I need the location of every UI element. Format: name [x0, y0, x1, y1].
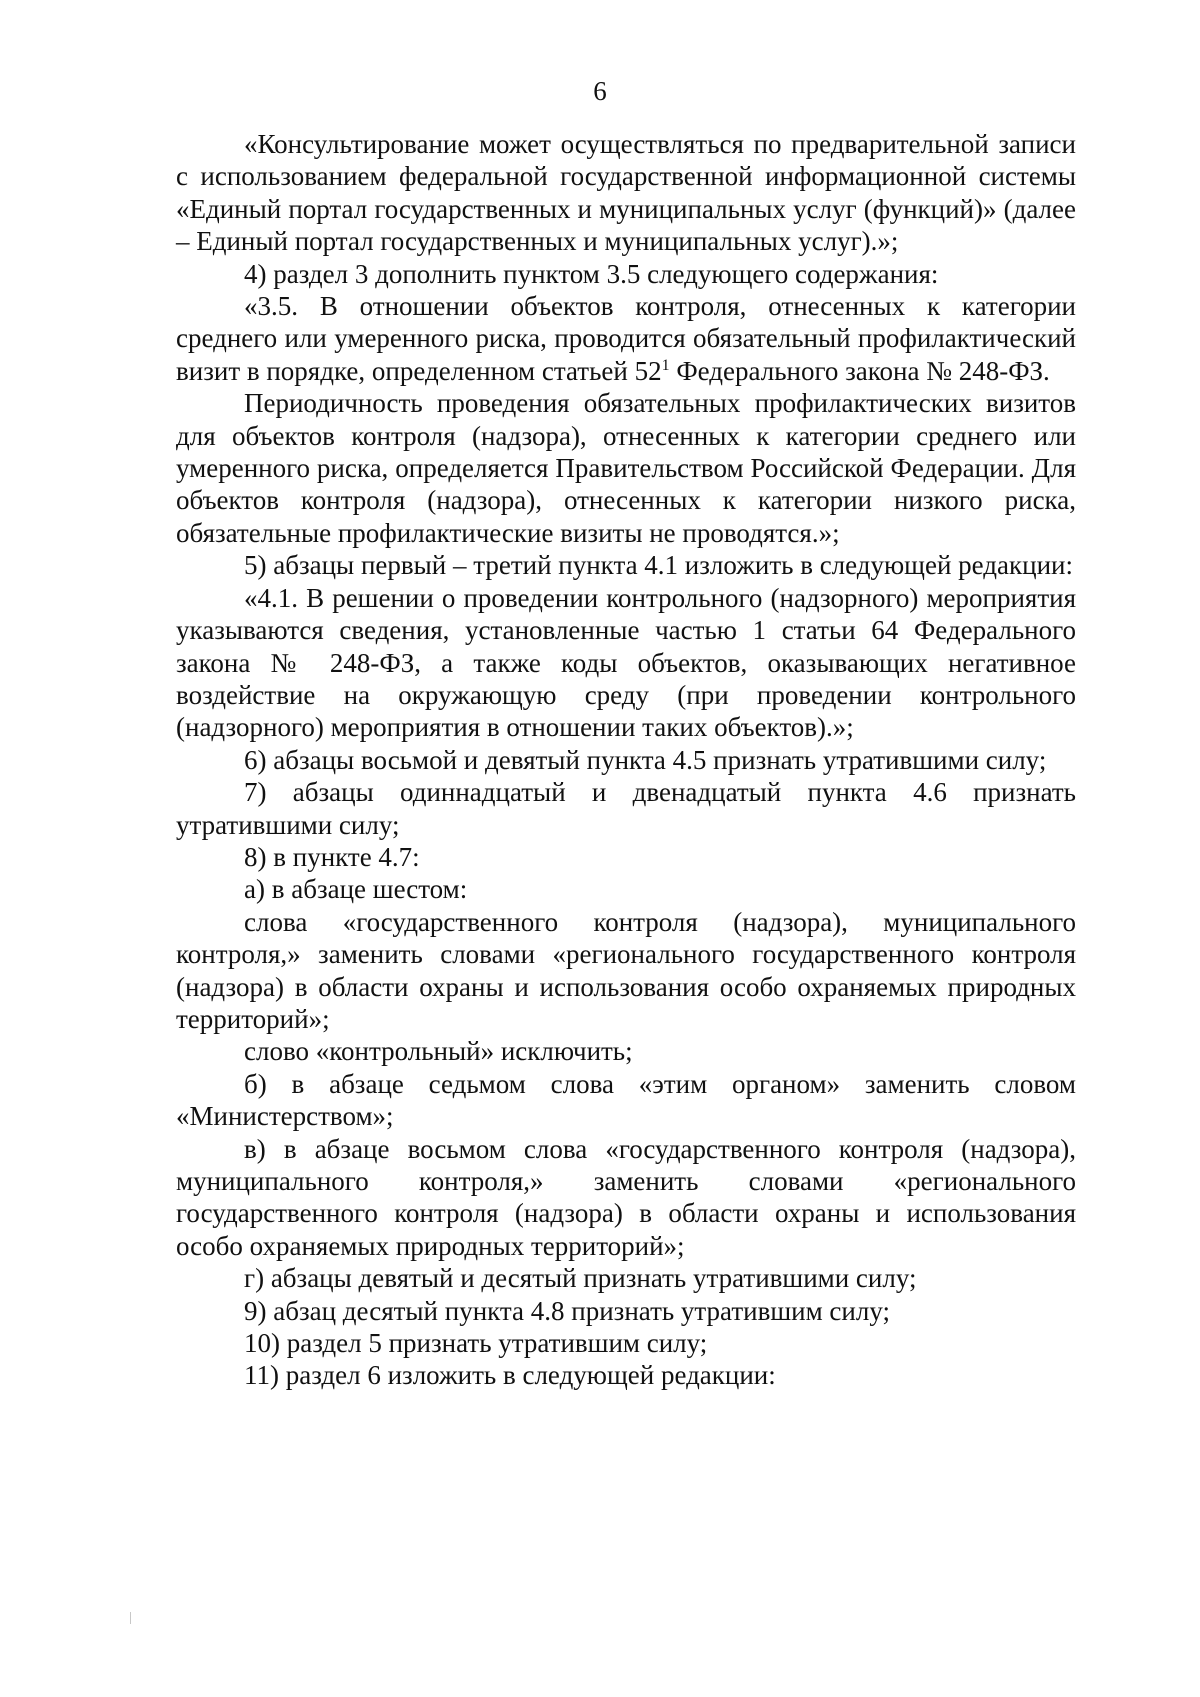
- document-body: [176, 128, 1076, 1392]
- paragraph-item-8-a: а) в абзаце шестом:: [244, 874, 468, 905]
- paragraph-item-4-1: «4.1. В решении о проведении контрольного (надзорного) мероприятия указываются сведения, установленные частью 1 статьи 64 Федерального закона № 248-ФЗ, а также коды объектов, оказывающих негативное воздействие на окружающую среду (при проведении контрольного (надзорного) мероприятия в отношении таких объектов).»;: [176, 582, 1076, 743]
- paragraph-item-6: 6) абзацы восьмой и девятый пункта 4.5 признать утратившими силу;: [244, 744, 1047, 775]
- paragraph-item-8-v: в) в абзаце восьмом слова «государственного контроля (надзора), муниципального контроля,» заменить словами «регионального государственного контроля (надзора) в области охраны и использования особо охраняемых природных территорий»;: [176, 1133, 1076, 1261]
- paragraph-item-3-5: [176, 290, 1076, 387]
- page-number: 6: [593, 76, 607, 106]
- paragraph-word-exclude: слово «контрольный» исключить;: [244, 1036, 633, 1067]
- paragraph-item-4: 4) раздел 3 дополнить пунктом 3.5 следующего содержания:: [244, 258, 939, 289]
- paragraph-item-3-5-tail: Федерального закона № 248-ФЗ.: [669, 355, 1050, 386]
- paragraph-words-replace: слова «государственного контроля (надзора), муниципального контроля,» заменить словами «регионального государственного контроля (надзора) в области охраны и использования особо охраняемых природных территорий»;: [176, 906, 1076, 1034]
- paragraph-periodicity: Периодичность проведения обязательных профилактических визитов для объектов контроля (надзора), отнесенных к категории среднего или умеренного риска, определяется Правительством Российской Федерации. Для объектов контроля (надзора), отнесенных к категории низкого риска, обязательные профилактические визиты не проводятся.»;: [176, 388, 1076, 548]
- paragraph-item-7: 7) абзацы одиннадцатый и двенадцатый пункта 4.6 признать утратившими силу;: [176, 777, 1076, 840]
- paragraph-item-3-5-text: «3.5. В отношении объектов контроля, отнесенных к категории среднего или умеренного риска, проводится обязательный профилактический визит в порядке, определенном статьей 52: [176, 291, 1076, 386]
- paragraph-item-5: 5) абзацы первый – третий пункта 4.1 изложить в следующей редакции:: [244, 550, 1073, 581]
- paragraph-item-8-g: г) абзацы девятый и десятый признать утратившими силу;: [244, 1263, 917, 1294]
- paragraph-item-9: 9) абзац десятый пункта 4.8 признать утратившим силу;: [244, 1295, 890, 1326]
- paragraph-item-8: 8) в пункте 4.7:: [244, 841, 420, 872]
- paragraph-item-8-b: б) в абзаце седьмом слова «этим органом» заменить словом «Министерством»;: [176, 1068, 1076, 1132]
- article-superscript: 1: [661, 356, 670, 374]
- paragraph-item-11: 11) раздел 6 изложить в следующей редакции:: [244, 1360, 776, 1391]
- paragraph-consultation: «Консультирование может осуществляться по предварительной записи с использованием федеральной государственной информационной системы «Единый портал государственных и муниципальных услуг (функций)» (далее – Единый портал государственных и муниципальных услуг).»;: [176, 129, 1076, 257]
- scan-edge-mark: [130, 1612, 131, 1624]
- paragraph-item-10: 10) раздел 5 признать утратившим силу;: [244, 1328, 708, 1359]
